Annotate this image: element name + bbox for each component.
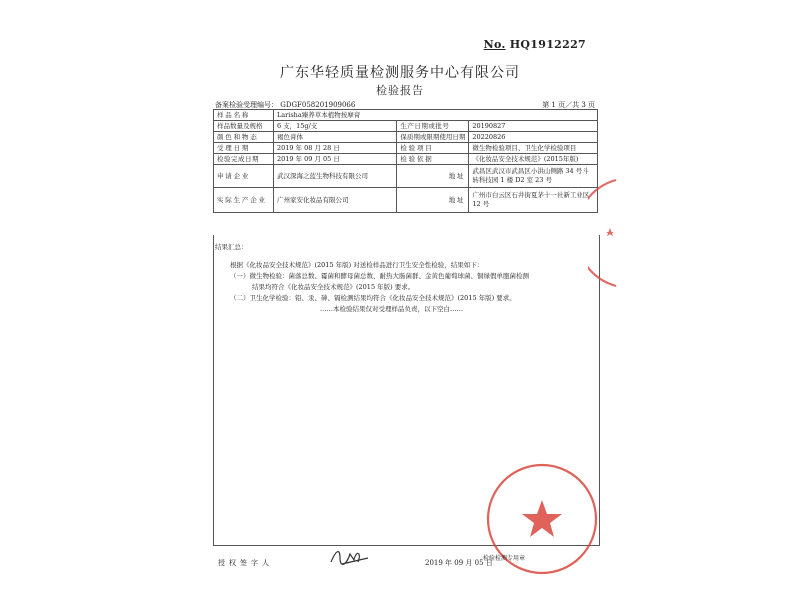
table-label: 检验依据 <box>397 154 469 165</box>
report-number-value: HQ1912227 <box>509 38 586 51</box>
signatory-label: 授权签字人 <box>218 559 273 567</box>
sample-info-table <box>213 109 598 213</box>
table-row <box>214 165 598 188</box>
handwritten-signature <box>328 544 372 570</box>
table-value: 6 支，15g/支 <box>273 121 396 132</box>
report-number <box>484 38 586 51</box>
table-value: 武汉深海之蓝生物科技有限公司 <box>273 165 396 188</box>
table-value: 广州家安化妆品有限公司 <box>273 188 396 213</box>
summary-title: 结果汇总： <box>215 243 248 251</box>
table-label: 实际生产企业 <box>214 188 274 213</box>
organization-title: 广东华轻质量检测服务中心有限公司 <box>280 65 520 81</box>
table-row <box>214 110 598 121</box>
table-label: 样品名称 <box>214 110 274 121</box>
table-row <box>214 121 598 132</box>
summary-line: （二）卫生化学检验：铅、汞、砷、镉检测结果均符合《化妆品安全技术规范》(2015 年版) 要求。 <box>230 294 516 302</box>
page-indicator: 第 1 页／共 3 页 <box>542 101 595 109</box>
table-value: 2019 年 09 月 05 日 <box>273 154 396 165</box>
table-label: 保质期或限期使用日期 <box>397 132 469 143</box>
table-value: 2019 年 08 月 28 日 <box>273 143 396 154</box>
table-value: 20190827 <box>469 121 598 132</box>
table-value: 微生物检验项目、卫生化学检验项目 <box>469 143 598 154</box>
record-number-label: 备案检验受理编号： <box>215 101 278 109</box>
table-label: 申请企业 <box>214 165 274 188</box>
signature-date: 2019 年 09 月 05 日 <box>425 559 493 567</box>
table-row <box>214 143 598 154</box>
table-label: 受理日期 <box>214 143 274 154</box>
table-value: 《化妆品安全技术规范》(2015年版) <box>469 154 598 165</box>
table-row <box>214 132 598 143</box>
record-number-value: GDGF058201909066 <box>280 101 356 109</box>
table-label: 颜色和物态 <box>214 132 274 143</box>
table-value: Larisha臻养草本植物按摩膏 <box>273 110 597 121</box>
table-row <box>214 188 598 213</box>
table-label: 检验项目 <box>397 143 469 154</box>
partial-seal-icon <box>588 178 618 288</box>
table-label: 地址 <box>397 165 469 188</box>
seal-org-text: 检验检测专用章 <box>483 555 526 562</box>
summary-line: （一）微生物检验：菌落总数、霉菌和酵母菌总数、耐热大肠菌群、金黄色葡萄球菌、铜绿假单胞菌检测 <box>230 272 529 280</box>
table-label: 样品数量及规格 <box>214 121 274 132</box>
table-value: 褐色膏体 <box>273 132 396 143</box>
document-title: 检验报告 <box>376 84 424 97</box>
report-number-label: No. <box>483 38 506 51</box>
summary-line: 结果均符合《化妆品安全技术规范》(2015 年版) 要求。 <box>252 283 415 291</box>
table-value: 广州市白云区石井街夏茅十一社新工业区 12 号 <box>469 188 598 213</box>
table-label: 生产日期或批号 <box>397 121 469 132</box>
table-row <box>214 154 598 165</box>
table-value: 武昌区武汉市武昌区小洪山侧路 34 号斗转科技园 1 楼 D2 室 23 号 <box>469 165 598 188</box>
table-value: 20220826 <box>469 132 598 143</box>
table-label: 检验完成日期 <box>214 154 274 165</box>
table-label: 地址 <box>397 188 469 213</box>
summary-line: ……本检验结果仅对受理样品负责，以下空白…… <box>320 305 463 313</box>
summary-line: 根据《化妆品安全技术规范》(2015 年版) 对送检样品进行卫生安全性检验，结果如下： <box>230 261 484 269</box>
